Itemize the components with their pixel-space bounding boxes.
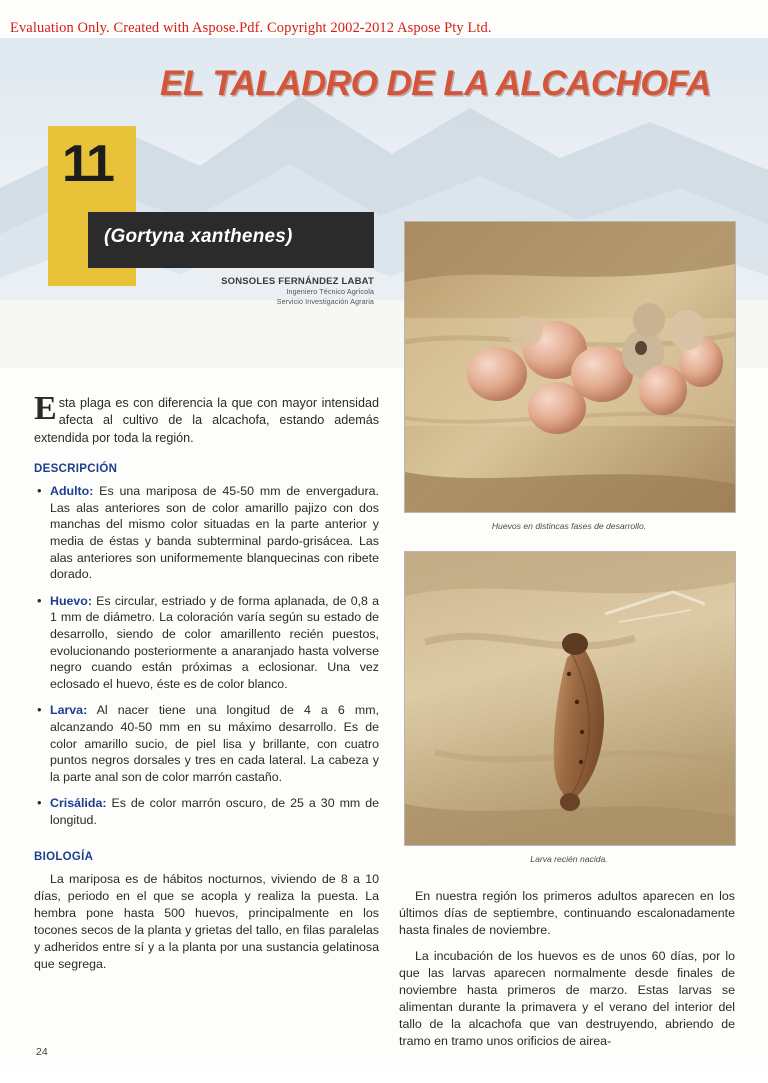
photo-eggs [404, 221, 736, 513]
photo-larva [404, 551, 736, 846]
term-label: Huevo: [50, 593, 92, 608]
author-organization: Servicio Investigación Agraria [276, 296, 374, 306]
list-item [34, 795, 379, 828]
page-bottom-edge [0, 1070, 768, 1083]
chapter-number: 11 [62, 135, 113, 193]
page-number: 24 [36, 1046, 48, 1058]
photo-larva-caption: Larva recién nacida. [530, 854, 608, 864]
intro-dropcap: E [34, 390, 57, 427]
term-text: Al nacer tiene una longitud de 4 a 6 mm, alcanzando 40-50 mm en su máximo desarrollo. Es de color amarillo sucio, de piel lisa y brillante, con cuatro puntos negros dorsales y tres en cada lateral. La cabeza y la parte anal son de color marrón castaño. [50, 703, 379, 784]
heading-biologia: BIOLOGÍA [34, 850, 94, 863]
right-column [399, 888, 735, 1059]
descripcion-list [34, 483, 379, 829]
intro-paragraph [34, 390, 379, 447]
term-text: Es de color marrón oscuro, de 25 a 30 mm de longitud. [50, 796, 379, 828]
term-text: Es una mariposa de 45-50 mm de envergadura. Las alas anteriores son de color amarillo pajizo con dos manchas del mismo color situadas en la parte anterior y media de éstas y banda subterminal pardo-grisácea. Las alas anteriores son uniformemente blanquecinas con ribete dorado. [50, 484, 379, 582]
author-name: SONSOLES FERNÁNDEZ LABAT [221, 276, 374, 287]
author-block [88, 276, 374, 306]
photo-eggs-caption: Huevos en distincas fases de desarrollo. [491, 521, 647, 531]
term-text: Es circular, estriado y de forma aplanada, de 0,8 a 1 mm de diámetro. La coloración varía según su estado de desarrollo, siendo de color amarillento recién puestos, evolucionando posteriormente a anaranjado hasta volverse negro cuando están próximas a eclosionar. Una vez eclosado el huevo, éste es de color blanco. [50, 593, 379, 691]
term-label: Larva: [50, 703, 88, 718]
left-column [34, 390, 379, 982]
list-item [34, 702, 379, 785]
author-role: Ingeniero Técnico Agrícola [286, 287, 374, 296]
biologia-paragraph: La mariposa es de hábitos nocturnos, viviendo de 8 a 10 días, periodo en el que se acopla y realiza la puesta. La hembra pone hasta 500 huevos, principalmente en los tocones secos de la planta y grietas del tallo, en filas paralelas y adheridos entre sí y a la planta por una sustancia gelatinosa que segrega. [34, 871, 379, 971]
list-item [34, 593, 379, 693]
term-label: Crisálida: [50, 796, 107, 811]
biologia-paragraph: La incubación de los huevos es de unos 60 días, por lo que las larvas aparecen normalmente desde finales de noviembre hasta primeros de marzo. Estas larvas se alimentan durante la primavera y el verano del interior del tallo de la alcachofa que van destruyendo, abriendo de tramo en tramo unos orificios de airea- [399, 948, 735, 1048]
intro-text: sta plaga es con diferencia la que con mayor intensidad afecta al cultivo de la alcachofa, estando además extendida por toda la región. [34, 396, 379, 445]
species-scientific-name: (Gortyna xanthenes) [104, 226, 293, 247]
page-title: EL TALADRO DE LA ALCACHOFA [160, 64, 711, 103]
list-item [34, 483, 379, 583]
heading-descripcion: DESCRIPCIÓN [34, 463, 118, 476]
evaluation-watermark: Evaluation Only. Created with Aspose.Pdf. Copyright 2002-2012 Aspose Pty Ltd. [10, 20, 492, 36]
term-label: Adulto: [50, 484, 94, 499]
biologia-paragraph: En nuestra región los primeros adultos aparecen en los últimos días de septiembre, continuando escalonadamente hasta finales de noviembre. [399, 889, 735, 937]
